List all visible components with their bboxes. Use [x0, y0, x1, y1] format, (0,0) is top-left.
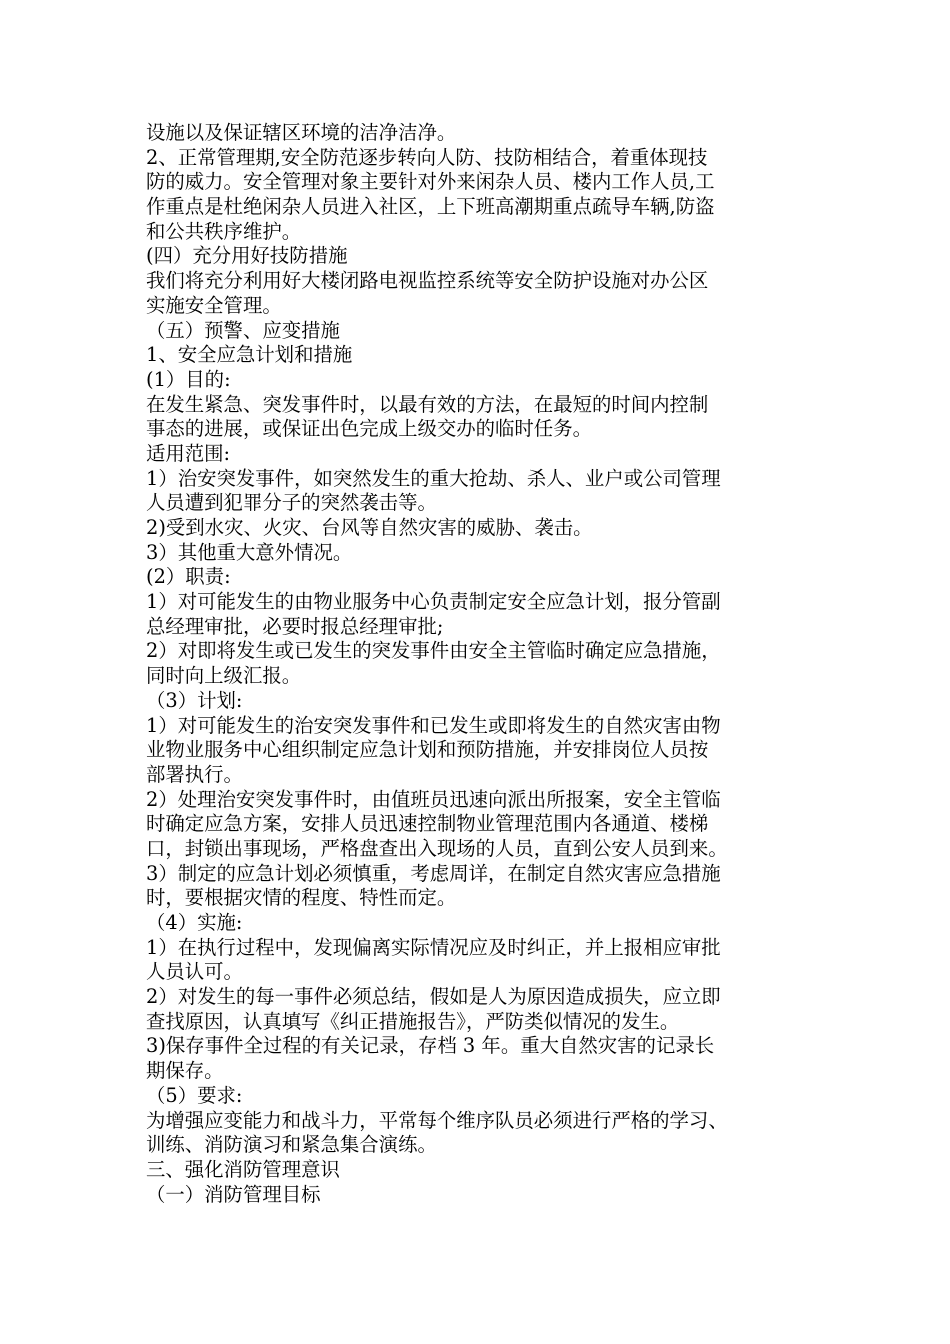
text-line: 适用范围:: [146, 441, 231, 465]
text-line: 1、安全应急计划和措施: [146, 343, 353, 367]
text-line: 事态的进展，或保证出色完成上级交办的临时任务。: [146, 417, 592, 441]
text-line: 训练、消防演习和紧急集合演练。: [146, 1133, 437, 1157]
text-line: 总经理审批，必要时报总经理审批;: [146, 614, 444, 638]
text-line: （五）预警、应变措施: [146, 318, 340, 342]
text-line: 同时向上级汇报。: [146, 664, 302, 688]
text-line: （4）实施:: [146, 911, 243, 934]
text-line: 3）其他重大意外情况。: [146, 540, 353, 564]
text-line: 实施安全管理。: [146, 293, 282, 317]
text-line: 3）制定的应急计划必须慎重，考虑周详，在制定自然灾害应急措施: [146, 861, 721, 885]
text-line: 和公共秩序维护。: [146, 219, 302, 243]
text-line: 设施以及保证辖区环境的洁净洁净。: [146, 121, 457, 144]
text-line: 2、正常管理期,安全防范逐步转向人防、技防相结合，着重体现技: [146, 145, 708, 169]
text-line: 时确定应急方案，安排人员迅速控制物业管理范围内各通道、楼梯: [146, 812, 709, 836]
text-line: （一）消防管理目标: [146, 1182, 321, 1206]
text-line: 人员遭到犯罪分子的突然袭击等。: [146, 491, 437, 515]
text-line: （3）计划:: [146, 688, 243, 712]
text-line: 2）对发生的每一事件必须总结，假如是人为原因造成损失，应立即: [146, 985, 721, 1009]
text-line: 三、强化消防管理意识: [146, 1157, 340, 1181]
text-line: (2）职责:: [146, 565, 231, 589]
text-line: 2）处理治安突发事件时，由值班员迅速向派出所报案，安全主管临: [146, 787, 721, 811]
text-line: 查找原因，认真填写《纠正措施报告》，严防类似情况的发生。: [146, 1009, 680, 1033]
text-line: (1）目的:: [146, 367, 231, 391]
document-body: [146, 121, 814, 1207]
text-line: 为增强应变能力和战斗力，平常每个维序队员必须进行严格的学习、: [146, 1108, 728, 1132]
text-line: （5）要求:: [146, 1083, 243, 1107]
text-line: 3)保存事件全过程的有关记录，存档 3 年。重大自然灾害的记录长: [146, 1034, 715, 1058]
text-line: 1）对可能发生的由物业服务中心负责制定安全应急计划，报分管副: [146, 590, 721, 614]
text-line: (四）充分用好技防措施: [146, 244, 348, 268]
text-line: 口，封锁出事现场，严格盘查出入现场的人员，直到公安人员到来。: [146, 836, 728, 860]
text-line: 1）对可能发生的治安突发事件和已发生或即将发生的自然灾害由物: [146, 713, 721, 737]
text-line: 时，要根据灾情的程度、特性而定。: [146, 886, 457, 910]
text-line: 人员认可。: [146, 960, 243, 984]
text-line: 期保存。: [146, 1059, 224, 1083]
text-line: 在发生紧急、突发事件时，以最有效的方法，在最短的时间内控制: [146, 392, 709, 416]
text-line: 作重点是杜绝闲杂人员进入社区，上下班高潮期重点疏导车辆,防盗: [146, 195, 715, 219]
text-line: 业物业服务中心组织制定应急计划和预防措施，并安排岗位人员按: [146, 738, 709, 762]
text-line: 1）在执行过程中，发现偏离实际情况应及时纠正，并上报相应审批: [146, 935, 721, 959]
text-line: 我们将充分利用好大楼闭路电视监控系统等安全防护设施对办公区: [146, 269, 709, 293]
text-line: 部署执行。: [146, 762, 243, 786]
text-line: 防的威力。安全管理对象主要针对外来闲杂人员、楼内工作人员,工: [146, 170, 715, 194]
text-line: 1）治安突发事件，如突然发生的重大抢劫、杀人、业户或公司管理: [146, 466, 721, 490]
text-line: 2)受到水灾、火灾、台风等自然灾害的威胁、袭击。: [146, 516, 593, 539]
text-line: 2）对即将发生或已发生的突发事件由安全主管临时确定应急措施，: [146, 639, 721, 663]
